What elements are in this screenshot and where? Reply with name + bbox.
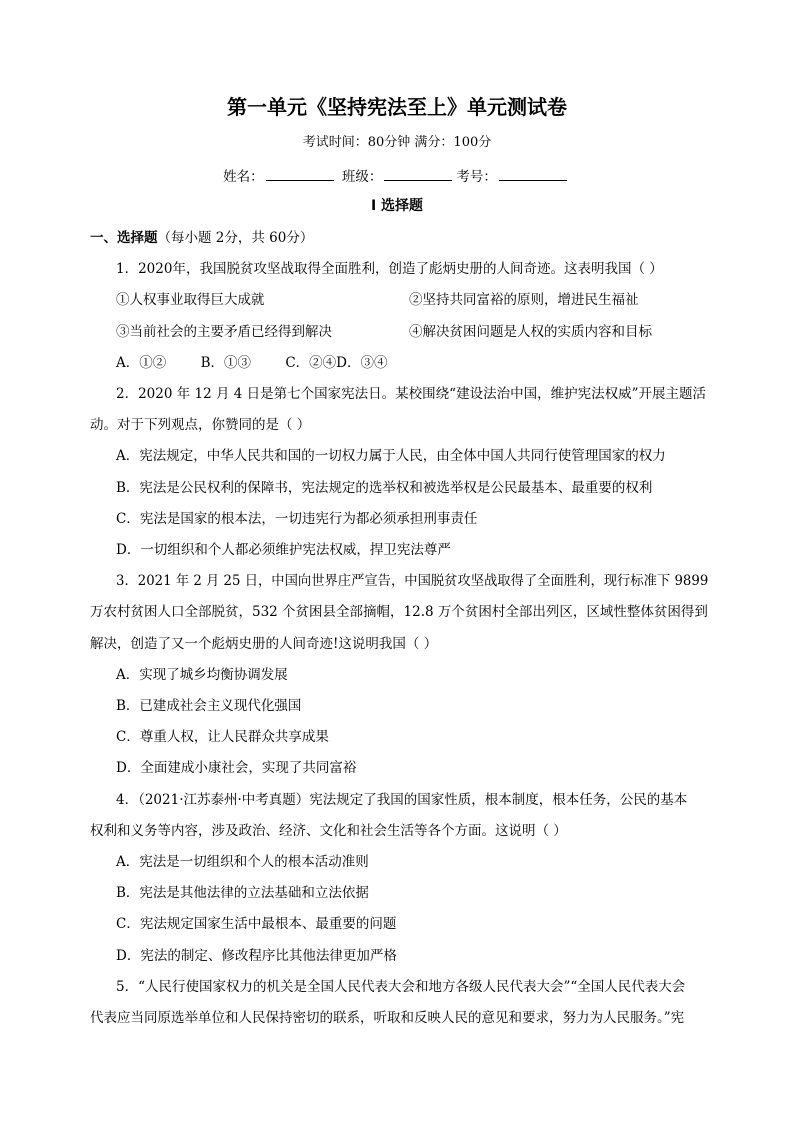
question-1-option-2: ②坚持共同富裕的原则，增进民生福祉 (409, 292, 639, 308)
student-info-line (0, 165, 794, 188)
name-label: 姓名： (223, 169, 264, 185)
question-3-choice-d: D．全面建成小康社会，实现了共同富裕 (116, 760, 357, 776)
question-4-choice-d: D．宪法的制定、修改程序比其他法律更加严格 (116, 948, 397, 964)
question-4-choice-b: B．宪法是其他法律的立法基础和立法依据 (116, 885, 369, 901)
number-label: 考号： (456, 169, 497, 185)
question-4-stem-line-1: 4．（2021·江苏泰州·中考真题）宪法规定了我国的国家性质，根本制度，根本任务，公民的基本 (116, 792, 688, 808)
question-5-stem-line-1: 5．“人民行使国家权力的机关是全国人民代表大会和地方各级人民代表大会”“全国人民代表大会 (116, 979, 686, 995)
question-2-choice-a: A．宪法规定，中华人民共和国的一切权力属于人民，由全体中国人共同行使管理国家的权力 (116, 448, 666, 464)
question-1-option-3: ③当前社会的主要矛盾已经得到解决 (116, 324, 332, 340)
question-2-choice-c: C．宪法是国家的根本法，一切违宪行为都必须承担刑事责任 (116, 511, 478, 527)
exam-info: 考试时间：80分钟 满分：100分 (302, 135, 492, 150)
question-1-option-1: ①人权事业取得巨大成就 (116, 292, 265, 308)
question-5-stem-line-2: 代表应当同原选举单位和人民保持密切的联系，听取和反映人民的意见和要求，努力为人民服务。”宪 (90, 1010, 685, 1026)
question-3-choice-b: B．已建成社会主义现代化强国 (116, 698, 302, 714)
question-2-stem-line-1: 2．2020 年 12 月 4 日是第七个国家宪法日。某校围绕“建设法治中国，维护宪法权威”开展主题活 (116, 386, 706, 402)
question-4-choice-a: A．宪法是一切组织和个人的根本活动准则 (116, 854, 369, 870)
number-blank[interactable] (499, 165, 567, 181)
question-2-choice-d: D．一切组织和个人都必须维护宪法权威，捍卫宪法尊严 (116, 542, 451, 558)
question-1-choices: A．①② B．①③ C．②④D．③④ (116, 355, 388, 371)
part-title: 一、选择题 (90, 230, 158, 246)
question-1-stem: 1．2020年，我国脱贫攻坚战取得全面胜利，创造了彪炳史册的人间奇迹。这表明我国（ ） (116, 261, 663, 277)
question-3-stem-line-2: 万农村贫困人口全部脱贫，532 个贫困县全部摘帽，12.8 万个贫困村全部出列区，区域性整体贫困得到 (90, 604, 708, 620)
question-3-choice-c: C．尊重人权，让人民群众共享成果 (116, 729, 329, 745)
class-blank[interactable] (384, 165, 452, 181)
question-4-choice-c: C．宪法规定国家生活中最根本、最重要的问题 (116, 916, 397, 932)
name-blank[interactable] (266, 165, 334, 181)
question-3-stem-line-3: 解决，创造了又一个彪炳史册的人间奇迹!这说明我国（ ） (90, 636, 438, 652)
question-3-stem-line-1: 3．2021 年 2 月 25 日，中国向世界庄严宣告，中国脱贫攻坚战取得了全面胜利，现行标准下 9899 (116, 573, 709, 589)
class-label: 班级： (341, 169, 383, 185)
question-2-stem-line-2: 动。对于下列观点，你赞同的是（ ） (90, 417, 311, 433)
page-title: 第一单元《坚持宪法至上》单元测试卷 (227, 95, 567, 119)
section-title: I 选择题 (370, 198, 424, 214)
question-3-choice-a: A．实现了城乡均衡协调发展 (116, 667, 288, 683)
question-2-choice-b: B．宪法是公民权利的保障书，宪法规定的选举权和被选举权是公民最基本、最重要的权利 (116, 480, 653, 496)
part-heading (90, 227, 313, 249)
question-4-stem-line-2: 权利和义务等内容，涉及政治、经济、文化和社会生活等各个方面。这说明（ ） (90, 823, 567, 839)
question-1-option-4: ④解决贫困问题是人权的实质内容和目标 (409, 324, 652, 340)
part-note: （每小题 2分，共 60分） (157, 230, 314, 246)
